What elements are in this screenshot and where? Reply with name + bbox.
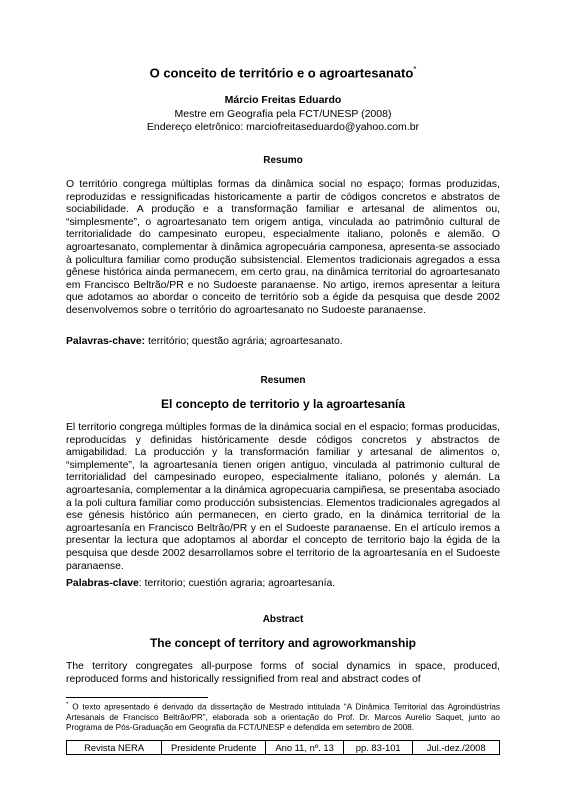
title-footnote-mark: * [413, 65, 417, 74]
abstract-body: The territory congregates all-purpose forms of social dynamics in space, produced, reproduced forms and historically ressignified from real and abstract codes of [66, 661, 500, 685]
footer-pages: pp. 83-101 [344, 741, 413, 755]
resumen-body: El territorio congrega múltiples formas de la dinámica social en el espacio; formas producidas, reproducidas y definidas históricamente desde códigos concretos y abstractos de amigabilidad. La producción y la transformación familiar y artesanal de alimentos o, “simplemente”, la agroartesanía tienen origen antiguo, vinculada al patrimonio cultural de territorialidad del campesinado europeo, especialmente italiano, polonés y alemán. La agroartesanía, complementar a la dinámica agropecuaria campiñesa, se presentaba asociado a la poli cultura familiar como producción subsistencias. Elementos tradicionales agregados al ese génesis histórico aún permanecen, en cierto grado, en la dinámica territorial de la agroartesanía en Francisco Beltrão/PR y en el Sudoeste paranaense. En el artículo iremos a presentar la lectura que adoptamos al abordar el concepto de territorio bajo la égida de la pesquisa que desde 2002 desarrollamos sobre el territorio de la agroartesanía en el Sudoeste paranaense. [66, 422, 500, 572]
abstract-heading: Abstract [262, 614, 304, 625]
paper-title [0, 65, 566, 80]
footnote-text: O texto apresentado é derivado da dissertação de Mestrado intitulada “A Dinâmica Territorial das Agroindústrias Artesanais de Francisco Beltrão/PR”, elaborada sob a orientação do Prof. Dr. Marcos Aurelio Saquet, junto ao Programa de Pós-Graduação em Geografia da FCT/UNESP e defendida em setembro de 2008. [66, 702, 500, 733]
author-email: Endereço eletrônico: marciofreitaseduardo@yahoo.com.br [146, 121, 420, 133]
footer-city: Presidente Prudente [162, 741, 266, 755]
paper-title-text: O conceito de território e o agroartesanato [149, 65, 414, 81]
footnote-mark: * [66, 702, 69, 708]
resumo-heading: Resumo [263, 155, 303, 166]
resumo-body: O território congrega múltiplas formas da dinâmica social no espaço; formas produzidas, reproduzidas e ressignificadas historicamente a partir de códigos concretos e abstratos de sociabilidade. A produção e a transformação familiar e artesanal de alimentos ou, “simplesmente”, o agroartesanato tem origem antiga, vinculada ao patrimônio cultural de territorialidade do campesinato europeu, especialmente italiano, polonês e alemão. O agroartesanato, complementar à dinâmica agropecuária camponesa, apresenta-se associado à policultura familiar como produção subsistencial. Elementos tradicionais agregados a essa gênese histórica ainda permanecem, em certo grau, na dinâmica territorial do agroartesanato em Francisco Beltrão/PR e no Sudoeste paranaense. No artigo, iremos apresentar a leitura que adotamos ao abordar o conceito de território sob a égide da pesquisa que desde 2002 desenvolvemos sobre o território do agroartesanato no Sudoeste paranaense. [66, 179, 500, 316]
footer-issue: Ano 11, nº. 13 [266, 741, 344, 755]
footer-journal: Revista NERA [67, 741, 162, 755]
resumen-keywords-value: : territorio; cuestión agraria; agroartesanía. [138, 578, 336, 589]
resumo-keywords-label: Palavras-chave: [66, 336, 146, 347]
resumo-keywords-value: território; questão agrária; agroartesanato. [145, 336, 343, 347]
footnote-divider [66, 697, 208, 698]
resumo-keywords [66, 336, 500, 347]
resumen-keywords-label: Palabras-clave [66, 578, 139, 589]
author-affiliation: Mestre em Geografia pela FCT/UNESP (2008) [174, 108, 392, 120]
journal-footer [66, 740, 500, 755]
resumen-title: El concepto de territorio y la agroartesanía [160, 397, 406, 411]
abstract-title: The concept of territory and agroworkmanship [149, 636, 417, 650]
footnote [66, 700, 500, 733]
author-name: Márcio Freitas Eduardo [224, 94, 342, 106]
footer-date: Jul.-dez./2008 [413, 741, 500, 755]
resumen-heading: Resumen [260, 375, 306, 386]
resumen-keywords [66, 578, 500, 589]
footer-row [67, 741, 500, 755]
